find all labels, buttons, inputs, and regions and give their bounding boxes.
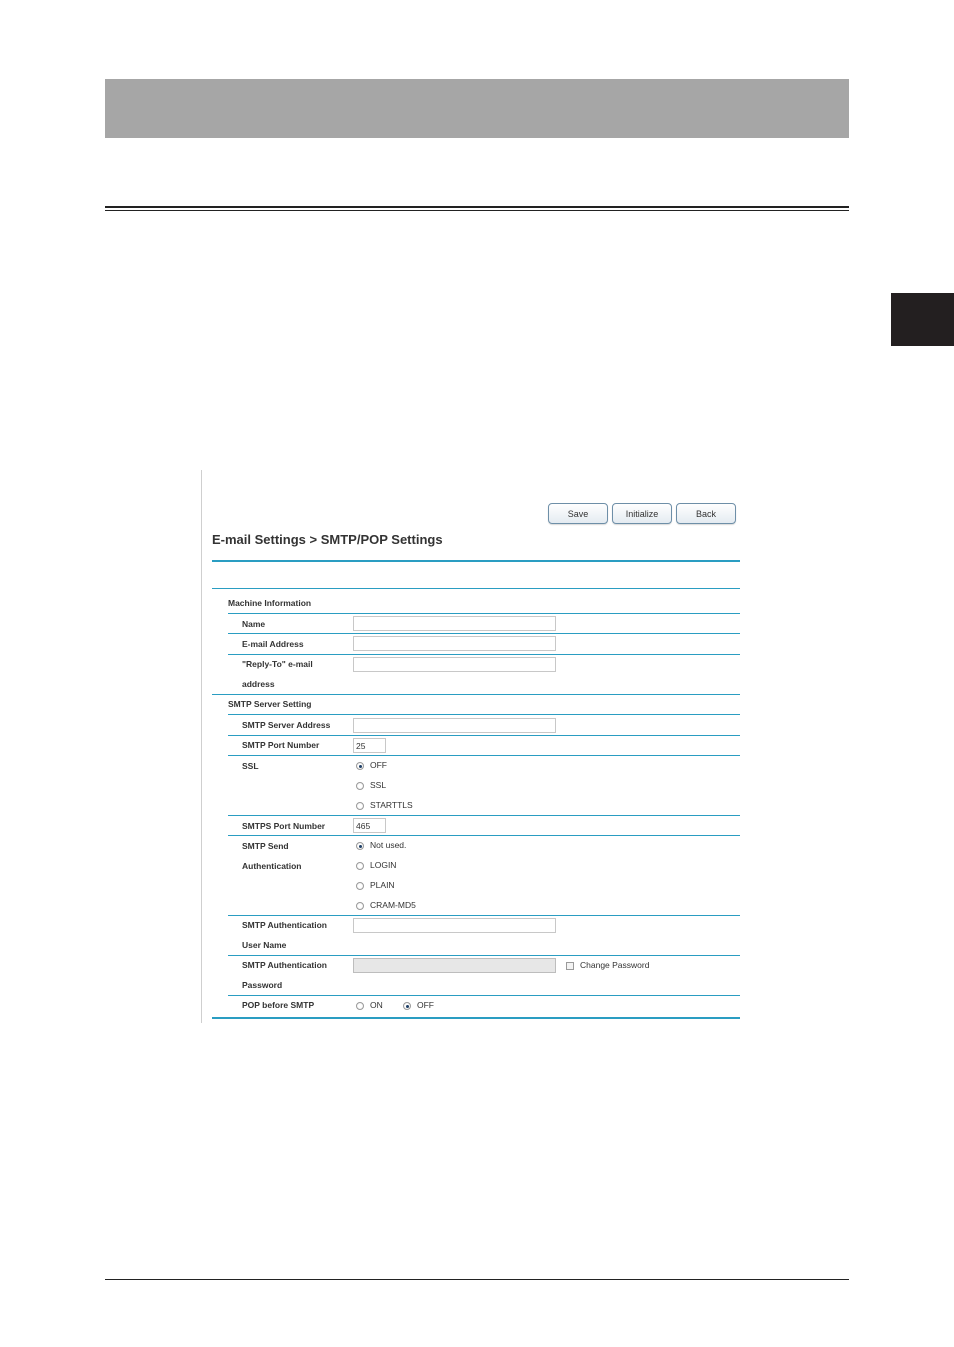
pop-on-radio[interactable]	[356, 1002, 364, 1010]
smtp-auth-user-label-cont: User Name	[242, 940, 287, 950]
ssl-off-radio[interactable]	[356, 762, 364, 770]
divider	[228, 755, 740, 756]
reply-to-label: "Reply-To" e-mail	[242, 659, 313, 669]
smtp-auth-user-input[interactable]	[353, 918, 556, 933]
auth-login-radio[interactable]	[356, 862, 364, 870]
divider	[212, 694, 740, 695]
auth-not-used-label: Not used.	[370, 840, 407, 850]
chapter-tab	[891, 293, 954, 346]
auth-cram-md5-radio[interactable]	[356, 902, 364, 910]
divider	[212, 588, 740, 589]
ssl-starttls-label: STARTTLS	[370, 800, 413, 810]
smtps-port-input[interactable]	[353, 818, 386, 833]
auth-cram-md5-label: CRAM-MD5	[370, 900, 416, 910]
divider	[228, 735, 740, 736]
smtp-auth-password-label: SMTP Authentication	[242, 960, 327, 970]
auth-plain-radio[interactable]	[356, 882, 364, 890]
smtp-server-address-input[interactable]	[353, 718, 556, 733]
smtps-port-label: SMTPS Port Number	[242, 821, 326, 831]
divider	[228, 714, 740, 715]
change-password-label: Change Password	[580, 960, 650, 970]
pop-on-label: ON	[370, 1000, 383, 1010]
divider	[228, 633, 740, 634]
divider	[228, 995, 740, 996]
reply-to-label-cont: address	[242, 679, 275, 689]
smtp-send-auth-label: SMTP Send	[242, 841, 289, 851]
divider	[228, 613, 740, 614]
smtp-auth-password-label-cont: Password	[242, 980, 283, 990]
pop-before-smtp-label: POP before SMTP	[242, 1000, 315, 1010]
name-label: Name	[242, 619, 266, 629]
header-band	[105, 79, 849, 138]
smtp-server-address-label: SMTP Server Address	[242, 720, 331, 730]
divider	[228, 835, 740, 836]
divider	[228, 654, 740, 655]
email-address-input[interactable]	[353, 636, 556, 651]
smtp-port-input[interactable]	[353, 738, 386, 753]
page-title: E-mail Settings > SMTP/POP Settings	[212, 532, 443, 547]
section-machine-information: Machine Information	[228, 598, 312, 608]
footer-rule	[105, 1279, 849, 1280]
ssl-starttls-radio[interactable]	[356, 802, 364, 810]
divider	[228, 955, 740, 956]
reply-to-input[interactable]	[353, 657, 556, 672]
save-button[interactable]: Save	[548, 503, 608, 524]
change-password-checkbox[interactable]	[566, 962, 574, 970]
auth-not-used-radio[interactable]	[356, 842, 364, 850]
initialize-button[interactable]: Initialize	[612, 503, 672, 524]
auth-login-label: LOGIN	[370, 860, 397, 870]
screenshot-left-border	[201, 470, 202, 1023]
ssl-label: SSL	[242, 761, 259, 771]
form-bottom-line	[212, 1017, 740, 1019]
ssl-off-label: OFF	[370, 760, 387, 770]
divider	[228, 815, 740, 816]
smtp-port-label: SMTP Port Number	[242, 740, 320, 750]
pop-off-label: OFF	[417, 1000, 434, 1010]
ssl-ssl-radio[interactable]	[356, 782, 364, 790]
name-input[interactable]	[353, 616, 556, 631]
divider	[228, 915, 740, 916]
section-smtp-server-setting: SMTP Server Setting	[228, 699, 312, 709]
auth-plain-label: PLAIN	[370, 880, 395, 890]
title-rule	[105, 206, 849, 211]
smtp-auth-password-input[interactable]	[353, 958, 556, 973]
ssl-ssl-label: SSL	[370, 780, 387, 790]
smtp-send-auth-label-cont: Authentication	[242, 861, 302, 871]
smtp-auth-user-label: SMTP Authentication	[242, 920, 327, 930]
title-underline	[212, 560, 740, 562]
pop-off-radio[interactable]	[403, 1002, 411, 1010]
email-address-label: E-mail Address	[242, 639, 304, 649]
back-button[interactable]: Back	[676, 503, 736, 524]
